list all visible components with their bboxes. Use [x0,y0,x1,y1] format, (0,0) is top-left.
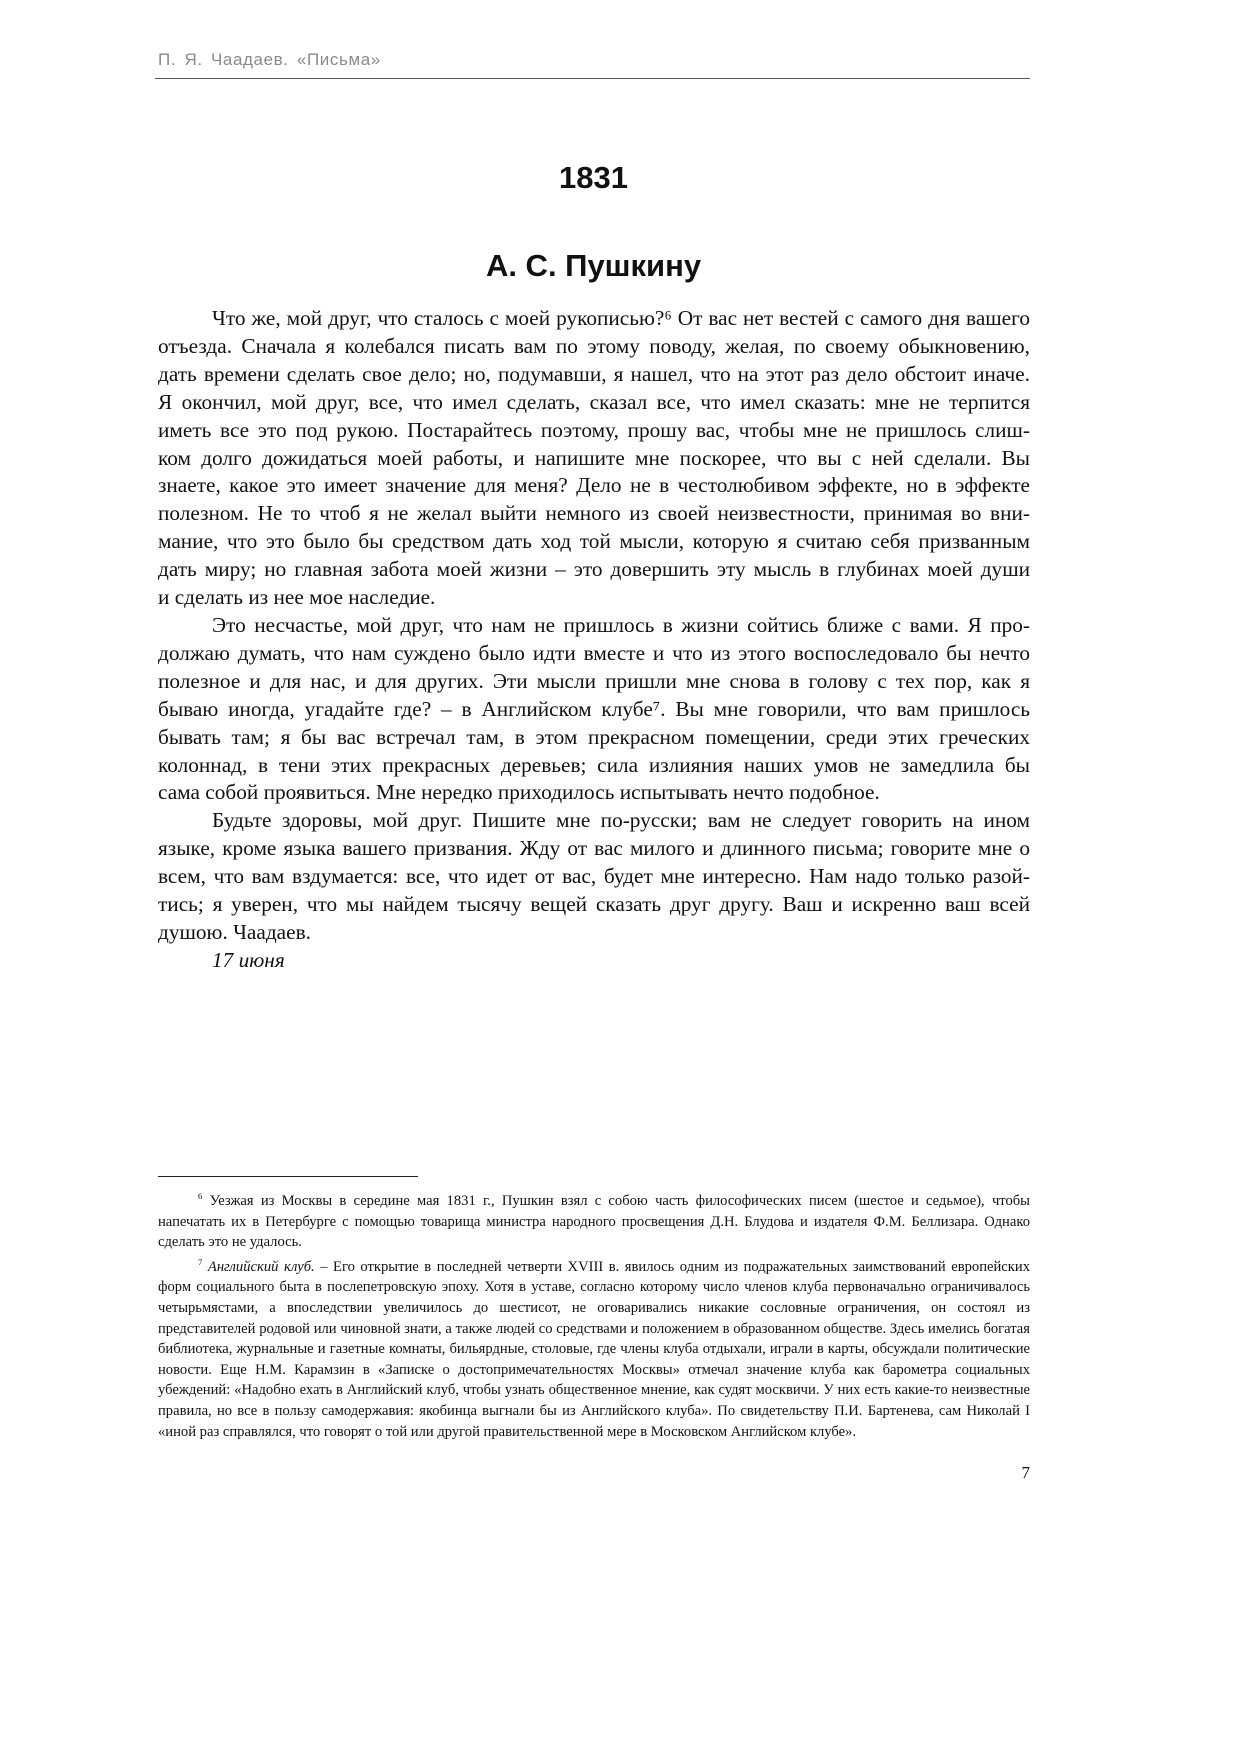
text-line: тись; я уверен, что мы найдем тысячу вещей сказать друг другу. Ваш и искренно ваш всей [158,892,1030,917]
footnote-number: 7 [198,1256,203,1267]
text-line: языке, кроме языка вашего призвания. Жду от вас милого и длинного письма; говорите мне о [158,836,1030,861]
footnote-text: – Его открытие в последней четверти XVIII в. явилось одним из подражательных заимствований европейских форм социального быта в послепетровскую эпоху. Хотя в уставе, согласно которому число членов клуба первоначально ограничивалось четырьмястами, а впоследствии увеличилось до шестисот, не оговаривались никакие сословные ограничения, он состоял из представителей родовой или чиновной знати, а также людей со средствами и положением в образованном обществе. Здесь имелись богатая библиотека, журнальные и газетные комнаты, бильярдные, столовые, где члены клуба отдыхали, играли в карты, обсуждали политические новости. Еще Н.М. Карамзин в «Записке о достопримечательностях Москвы» отмечал значение клуба как барометра социальных убеждений: «Надобно ехать в Английский клуб, чтобы узнать общественное мнение, как судят москвичи. У них есть какие-то неизвестные правила, но все в пользу самодержавия: якобинца выгнали бы из Английского клуба». По свидетельству П.И. Бартенева, сам Николай I «иной раз справлялся, что говорят о той или другой правительственной мере в Московском Английском клубе». [158,1258,1030,1440]
footnote-rule [158,1176,418,1177]
text-line: сама собой проявиться. Мне нередко приходилось испытывать нечто подобное. [158,780,880,805]
footnote-number: 6 [198,1191,203,1202]
header-rule [155,78,1030,79]
page-number: 7 [1021,1463,1030,1482]
text-line: колоннад, в тени этих прекрасных деревьев; сила излияния наших умов не замедлила бы [158,752,1030,777]
letter-date: 17 июня [212,947,285,972]
section-year-heading: 1831 [559,160,628,195]
footnote-text: Уезжая из Москвы в середине мая 1831 г., Пушкин взял с собою часть философических писем (шестое и седьмое), чтобы напечатать их в Петербурге с помощью товарища министра народного просвещения Д.Н. Блудова и издателя Ф.М. Беллизара. Однако сделать это не удалось. [158,1193,1030,1251]
text-line: дать времени сделать свое дело; но, подумавши, я нашел, что на этот раз дело обстоит иначе. [158,361,1030,386]
text-line: иметь все это под рукою. Постарайтесь поэтому, прошу вас, чтобы мне не пришлось слиш- [158,417,1030,442]
text-line: должаю думать, что нам суждено было идти вместе и что из этого воспоследовало бы нечто [158,640,1030,665]
text-line: полезном. Не то чтоб я не желал выйти немного из своей неизвестности, принимая во вни- [158,501,1030,526]
text-line: мание, что это было бы средством дать ход той мысли, которую я считаю себя призванным [158,529,1030,554]
letter-addressee-heading: А. С. Пушкину [485,248,702,283]
text-line: душою. Чаадаев. [158,919,311,944]
footnote-7 [158,1257,1030,1442]
text-line: Это несчастье, мой друг, что нам не пришлось в жизни сойтись ближе с вами. Я про- [212,612,1030,637]
text-line: ком долго дожидаться моей работы, и напишите мне поскорее, что вы с ней сделали. Вы [158,445,1030,470]
footnotes [158,1191,1030,1446]
text-line: Что же, мой друг, что сталось с моей рукописью?⁶ От вас нет вестей с самого дня вашего [212,306,1030,330]
text-line: Будьте здоровы, мой друг. Пишите мне по-русски; вам не следует говорить на ином [212,808,1030,833]
text-line: отъезда. Сначала я колебался писать вам по этому поводу, желая, по своему обыкновению, [158,333,1030,358]
footnote-term: Английский клуб. [207,1258,315,1275]
text-line: всем, что вам вздумается: все, что идет от вас, будет мне интересно. Нам надо только разой- [158,864,1030,889]
text-line: бываю иногда, угадайте где? – в Английском клубе⁷. Вы мне говорили, что вам пришлось [158,696,1030,721]
letter-body [158,305,1030,975]
text-line: дать миру; но главная забота моей жизни – это довершить эту мысль в глубинах моей души [158,557,1030,582]
text-line: полезное и для нас, и для других. Эти мысли пришли мне снова в голову с тех пор, как я [158,668,1030,693]
text-line: бывать там; я бы вас встречал там, в этом прекрасном помещении, среди этих греческих [158,724,1030,749]
text-line: Я окончил, мой друг, все, что имел сделать, сказал все, что имел сказать: мне не терпится [158,389,1030,414]
text-line: и сделать из нее мое наследие. [158,585,436,610]
text-line: знаете, какое это имеет значение для меня? Дело не в честолюбивом эффекте, но в эффекте [158,473,1030,498]
running-header: П. Я. Чаадаев. «Письма» [158,50,381,69]
footnote-6 [158,1191,1030,1253]
